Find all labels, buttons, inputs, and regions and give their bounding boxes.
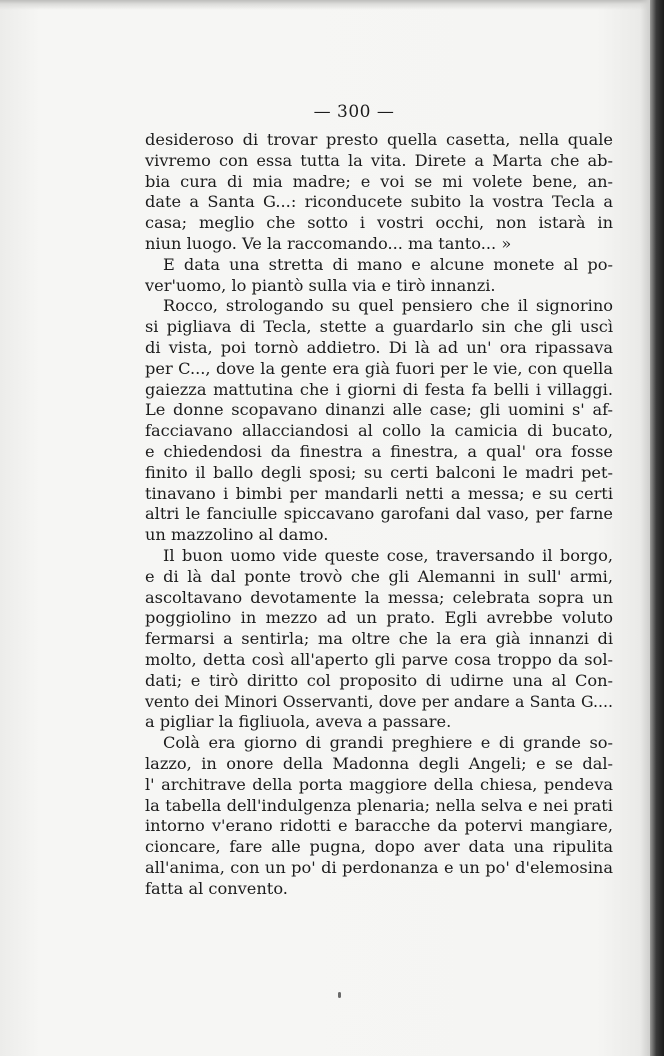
text-line: bia cura di mia madre; e voi se mi volete bene, an- [145, 171, 613, 191]
text-line: la tabella dell'indulgenza plenaria; nella selva e nei prati [145, 795, 613, 815]
text-line: tinavano i bimbi per mandarli netti a messa; e su certi [145, 483, 613, 503]
text-line: fermarsi a sentirla; ma oltre che la era già innanzi di [145, 629, 613, 649]
ink-speck [338, 992, 341, 998]
text-line: per C..., dove la gente era già fuori per le vie, con quella [145, 358, 613, 378]
text-line: gaiezza mattutina che i giorni di festa fa belli i villaggi. [145, 379, 613, 399]
text-line: fatta al convento. [145, 878, 288, 898]
text-line: Colà era giorno di grandi preghiere e di grande so- [163, 733, 613, 753]
page-gutter-shadow [640, 0, 650, 1056]
text-line: molto, detta così all'aperto gli parve cosa troppo da sol- [145, 649, 613, 669]
text-line: cioncare, fare alle pugna, dopo aver data una ripulita [145, 837, 613, 857]
text-line: ascoltavano devotamente la messa; celebrata sopra un [145, 587, 613, 607]
page-top-edge [0, 0, 664, 10]
text-line: desideroso di trovar presto quella casetta, nella quale [145, 130, 613, 149]
text-line: Le donne scopavano dinanzi alle case; gli uomini s' af- [145, 400, 613, 420]
text-line: e di là dal ponte trovò che gli Alemanni in sull' armi, [145, 566, 613, 586]
text-line: l' architrave della porta maggiore della chiesa, pendeva [145, 774, 613, 794]
text-line: intorno v'erano ridotti e baracche da potervi mangiare, [145, 816, 613, 836]
text-line: altri le fanciulle spiccavano garofani dal vaso, per farne [145, 504, 613, 524]
text-line: niun luogo. Ve la raccomando... ma tanto... » [145, 233, 512, 253]
page-number: — 300 — [313, 102, 395, 122]
text-line: vivremo con essa tutta la vita. Direte a Marta che ab- [145, 150, 613, 170]
text-line: E data una stretta di mano e alcune monete al po- [163, 254, 613, 274]
text-line: Rocco, strologando su quel pensiero che il signorino [163, 296, 613, 316]
text-line: e chiedendosi da finestra a finestra, a qual' ora fosse [145, 441, 613, 461]
text-line: dati; e tirò diritto col proposito di udirne una al Con- [145, 670, 613, 690]
text-line: ver'uomo, lo piantò sulla via e tirò innanzi. [145, 275, 496, 295]
text-line: lazzo, in onore della Madonna degli Angeli; e se dal- [145, 753, 613, 773]
text-line: vento dei Minori Osservanti, dove per andare a Santa G.... [145, 691, 613, 711]
body-text [145, 130, 613, 899]
text-line: finito il ballo degli sposi; su certi balconi le madri pet- [145, 462, 613, 482]
text-line: a pigliar la figliuola, aveva a passare. [145, 712, 452, 732]
text-line: un mazzolino al damo. [145, 525, 329, 545]
text-line: Il buon uomo vide queste cose, traversando il borgo, [163, 545, 613, 565]
text-line: di vista, poi tornò addietro. Di là ad un' ora ripassava [145, 337, 613, 357]
text-line: date a Santa G...: riconducete subito la vostra Tecla a [145, 192, 613, 212]
text-line: si pigliava di Tecla, stette a guardarlo sin che gli uscì [145, 317, 613, 337]
text-line: facciavano allacciandosi al collo la camicia di bucato, [145, 421, 613, 441]
text-line: all'anima, con un po' di perdonanza e un po' d'elemosina [145, 857, 613, 877]
text-line: poggiolino in mezzo ad un prato. Egli avrebbe voluto [145, 608, 613, 628]
book-spine [650, 0, 664, 1056]
text-line: casa; meglio che sotto i vostri occhi, non istarà in [145, 213, 613, 233]
